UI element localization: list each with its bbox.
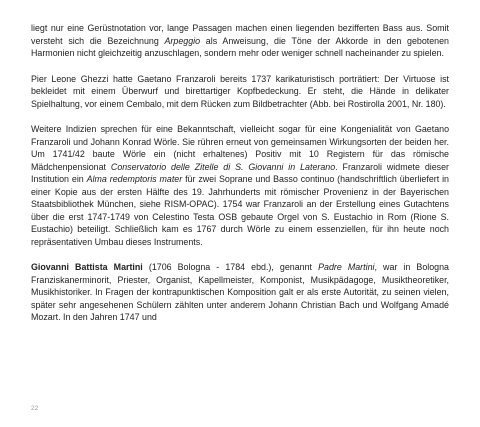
italic-title: Conservatorio delle Zitelle di S. Giovanni in Laterano (110, 161, 336, 172)
page-number: 22 (31, 405, 39, 412)
paragraph-gap (31, 110, 449, 123)
bold-name: Giovanni Battista Martini (31, 262, 143, 272)
paragraph-martini (31, 261, 449, 324)
paragraph-indizien (31, 123, 449, 248)
paragraph-gap (31, 248, 449, 261)
paragraph-text: (1706 Bologna - 1784 ebd.), genannt (142, 262, 319, 272)
paragraph-arpeggio (31, 22, 449, 60)
paragraph-gap (31, 60, 449, 73)
paragraph-text: liegt nur eine Gerüstnotation vor, lange Passagen machen einen liegenden bezifferten Bass aus. Somit versteht sich die Bezeichnung (31, 23, 449, 46)
paragraph-text: , war in Bologna Franziskanerminorit, Priester, Organist, Kapellmeister, Komponist, Musikpädagoge, Musiktheoretiker, Musikhistoriker. In Fragen der kontrapunktischen Komposition galt er als erste Autorität, zu seinen vielen, später sehr angesehenen Schülern zählten unter anderem Johann Christian Bach und Wolfgang Amadé Mozart. In den Jahren 1747 und (31, 262, 449, 322)
paragraph-text: für zwei Soprane und Basso continuo (handschriftlich überliefert in einer Kopie aus der ersten Hälfte des 19. Jahrhunderts mit römischer Provenienz in der Bayerischen Staatsbibliothek München, siehe RISM-OPAC). 1754 war Franzaroli an der Erstellung eines Gutachtens über die erst 1747-1749 von Celestino Testa OSB gebaute Orgel von S. Eustachio in Rom (Rione S. Eustachio) beteiligt. Schließlich kam es 1767 durch Wörle zu einem essenziellen, für ihn heute noch repräsentativen Umbau dieses Instruments. (31, 174, 449, 247)
paragraph-ghezzi (31, 73, 449, 111)
italic-name: Padre Martini (318, 262, 375, 272)
paragraph-text: Pier Leone Ghezzi hatte Gaetano Franzaroli bereits 1737 karikaturistisch porträtiert: Der Virtuose ist bekleidet mit einem Überwurf und birettartiger Kopfbedeckung. Er steht, die Hände in delikater Spielhaltung, vor einem Cembalo, mit dem Rücken zum Bildbetrachter (Abb. bei Rostirolla 2001, Nr. 180). (31, 73, 449, 109)
italic-title: Alma redemptoris mater (86, 174, 183, 184)
paragraph-text: . Franzaroli widmete dieser Institution ein (31, 161, 449, 184)
paragraph-text: Weitere Indizien sprechen für eine Bekanntschaft, vielleicht sogar für eine Kongenialität von Gaetano Franzaroli und Johann Konrad Wörle. Sie rühren erneut von gemeinsamen Wirkungsorten der beiden her. Um 1741/42 baute Wörle ein (nicht erhaltenes) Positiv mit 10 Registern für das römische Mädchenpensionat (31, 124, 449, 172)
italic-term: Arpeggio (164, 35, 201, 46)
paragraph-text: als Anweisung, die Töne der Akkorde in den gebotenen Harmonien nicht gleichzeitig anzuschlagen, sondern mehr oder weniger schnell nacheinander zu spielen. (31, 35, 449, 58)
